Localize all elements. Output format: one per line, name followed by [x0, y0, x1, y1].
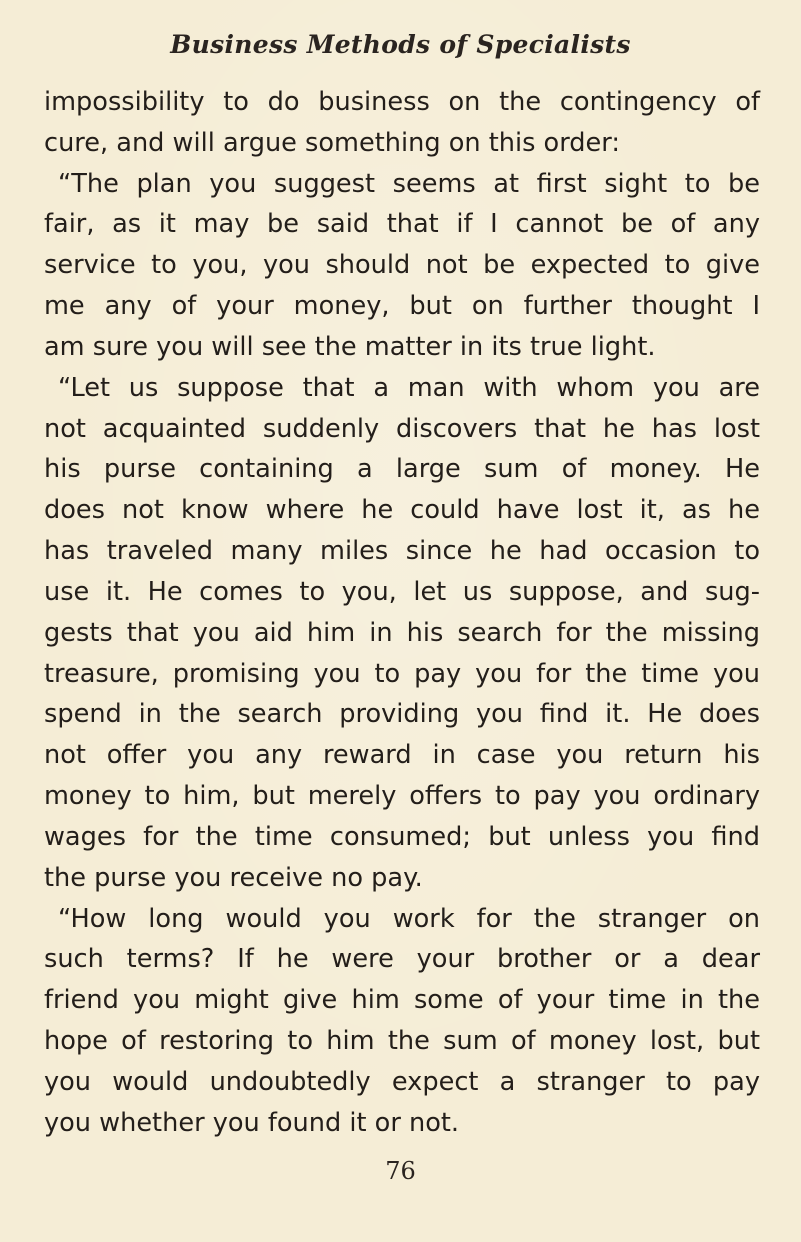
text-line: friend you might give him some of your time in the: [44, 985, 760, 1016]
text-line: not offer you any reward in case you return his: [44, 740, 760, 771]
text-line: such terms? If he were your brother or a dear: [44, 944, 760, 975]
text-line: use it. He comes to you, let us suppose, and sug-: [44, 576, 760, 607]
page-number: 76: [385, 1157, 416, 1185]
text-line: “The plan you suggest seems at first sight to be: [58, 168, 760, 199]
text-line: service to you, you should not be expected to give: [44, 250, 760, 281]
text-line: “How long would you work for the stranger on: [58, 903, 760, 934]
text-line: hope of restoring to him the sum of money lost, but: [44, 1026, 760, 1057]
text-line: impossibility to do business on the contingency of: [44, 87, 760, 117]
text-line: not acquainted suddenly discovers that he has lost: [44, 413, 760, 444]
text-line: me any of your money, but on further thought I: [44, 291, 760, 322]
running-head: Business Methods of Specialists: [170, 30, 631, 59]
text-line: cure, and will argue something on this order:: [44, 127, 620, 158]
text-line: “Let us suppose that a man with whom you are: [58, 372, 760, 403]
text-line: you whether you found it or not.: [44, 1107, 460, 1138]
text-line: gests that you aid him in his search for the missing: [44, 617, 760, 648]
text-line: spend in the search providing you find it. He does: [44, 699, 760, 730]
text-line: his purse containing a large sum of money. He: [44, 454, 760, 485]
text-line: am sure you will see the matter in its true light.: [44, 331, 656, 362]
body-text: [44, 82, 760, 1144]
text-line: wages for the time consumed; but unless you find: [44, 821, 760, 852]
text-line: fair, as it may be said that if I cannot be of any: [44, 209, 760, 240]
text-line: has traveled many miles since he had occasion to: [44, 536, 760, 567]
text-line: does not know where he could have lost it, as he: [44, 495, 760, 526]
text-line: you would undoubtedly expect a stranger to pay: [44, 1066, 760, 1097]
text-line: treasure, promising you to pay you for the time you: [44, 658, 760, 689]
text-line: money to him, but merely offers to pay you ordinary: [44, 781, 760, 812]
text-line: the purse you receive no pay.: [44, 862, 423, 893]
